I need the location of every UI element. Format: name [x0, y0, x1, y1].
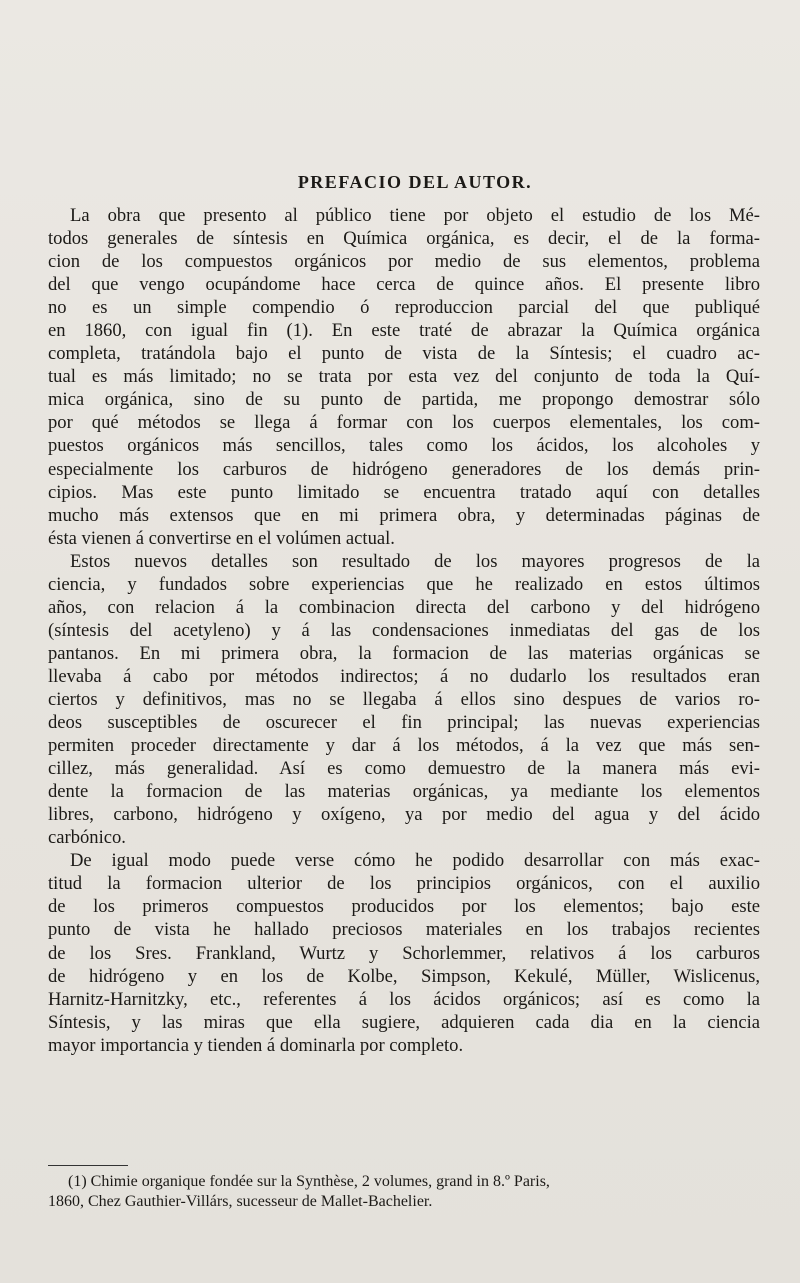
text-line: dente la formacion de las materias orgánicas, ya mediante los elementos	[48, 781, 760, 803]
text-line: libres, carbono, hidrógeno y oxígeno, ya por medio del agua y del ácido	[48, 804, 760, 826]
footnote-rule	[48, 1165, 128, 1166]
text-line: de los primeros compuestos producidos por los elementos; bajo este	[48, 896, 760, 918]
text-line: por qué métodos se llega á formar con los cuerpos elementales, los com-	[48, 412, 760, 434]
text-line: ciencia, y fundados sobre experiencias que he realizado en estos últimos	[48, 573, 760, 595]
text-line: carbónico.	[48, 827, 126, 849]
text-line: ésta vienen á convertirse en el volúmen actual.	[48, 527, 395, 549]
text-line: de los Sres. Frankland, Wurtz y Schorlemmer, relativos á los carburos	[48, 942, 760, 964]
text-line: no es un simple compendio ó reproduccion parcial del que publiqué	[48, 297, 760, 319]
text-line: Síntesis, y las miras que ella sugiere, adquieren cada dia en la ciencia	[48, 1011, 760, 1033]
text-line: permiten proceder directamente y dar á los métodos, á la vez que más sen-	[48, 735, 760, 757]
text-line: (síntesis del acetyleno) y á las condensaciones inmediatas del gas de los	[48, 619, 760, 641]
text-line: La obra que presento al público tiene por objeto el estudio de los Mé-	[70, 205, 760, 226]
text-line: del que vengo ocupándome hace cerca de quince años. El presente libro	[48, 274, 760, 296]
text-line: Harnitz-Harnitzky, etc., referentes á los ácidos orgánicos; así es como la	[48, 988, 760, 1010]
text-line: tual es más limitado; no se trata por esta vez del conjunto de toda la Quí-	[48, 366, 760, 388]
text-line: titud la formacion ulterior de los principios orgánicos, con el auxilio	[48, 873, 760, 895]
text-line: Estos nuevos detalles son resultado de los mayores progresos de la	[70, 550, 760, 572]
text-line: todos generales de síntesis en Química orgánica, es decir, el de la forma-	[48, 228, 760, 250]
text-line: punto de vista he hallado preciosos materiales en los trabajos recientes	[48, 919, 760, 941]
text-line: mucho más extensos que en mi primera obra, y determinadas páginas de	[48, 504, 760, 526]
text-line: puestos orgánicos más sencillos, tales como los ácidos, los alcoholes y	[48, 435, 760, 457]
text-line: ciertos y definitivos, mas no se llegaba á ellos sino despues de varios ro-	[48, 688, 760, 710]
page-heading: PREFACIO DEL AUTOR.	[297, 172, 533, 192]
text-line: cipios. Mas este punto limitado se encuentra tratado aquí con detalles	[48, 481, 760, 503]
text-line: de hidrógeno y en los de Kolbe, Simpson, Kekulé, Müller, Wislicenus,	[48, 965, 760, 987]
text-line: cion de los compuestos orgánicos por medio de sus elementos, problema	[48, 251, 760, 273]
text-line: De igual modo puede verse cómo he podido desarrollar con más exac-	[70, 850, 760, 872]
text-line: en 1860, con igual fin (1). En este traté de abrazar la Química orgánica	[48, 320, 760, 342]
text-line: años, con relacion á la combinacion directa del carbono y del hidrógeno	[48, 596, 760, 618]
text-line: mica orgánica, sino de su punto de partida, me propongo demostrar sólo	[48, 389, 760, 411]
text-line: especialmente los carburos de hidrógeno generadores de los demás prin-	[48, 458, 760, 480]
text-line: cillez, más generalidad. Así es como demuestro de la manera más evi-	[48, 758, 760, 780]
text-line: completa, tratándola bajo el punto de vista de la Síntesis; el cuadro ac-	[48, 343, 760, 365]
bleed-through-text	[0, 118, 800, 168]
footnote-line: (1) Chimie organique fondée sur la Synthèse, 2 volumes, grand in 8.º Paris,	[68, 1173, 550, 1190]
footnote	[48, 1172, 760, 1212]
footnote-line: 1860, Chez Gauthier-Villárs, sucesseur de Mallet-Bachelier.	[48, 1193, 433, 1210]
text-line: llevaba á cabo por métodos indirectos; á no dudarlo los resultados eran	[48, 665, 760, 687]
body-text	[48, 204, 760, 1057]
text-line: mayor importancia y tienden á dominarla por completo.	[48, 1034, 464, 1056]
text-line: deos susceptibles de oscurecer el fin principal; las nuevas experiencias	[48, 712, 760, 734]
text-line: pantanos. En mi primera obra, la formacion de las materias orgánicas se	[48, 642, 760, 664]
